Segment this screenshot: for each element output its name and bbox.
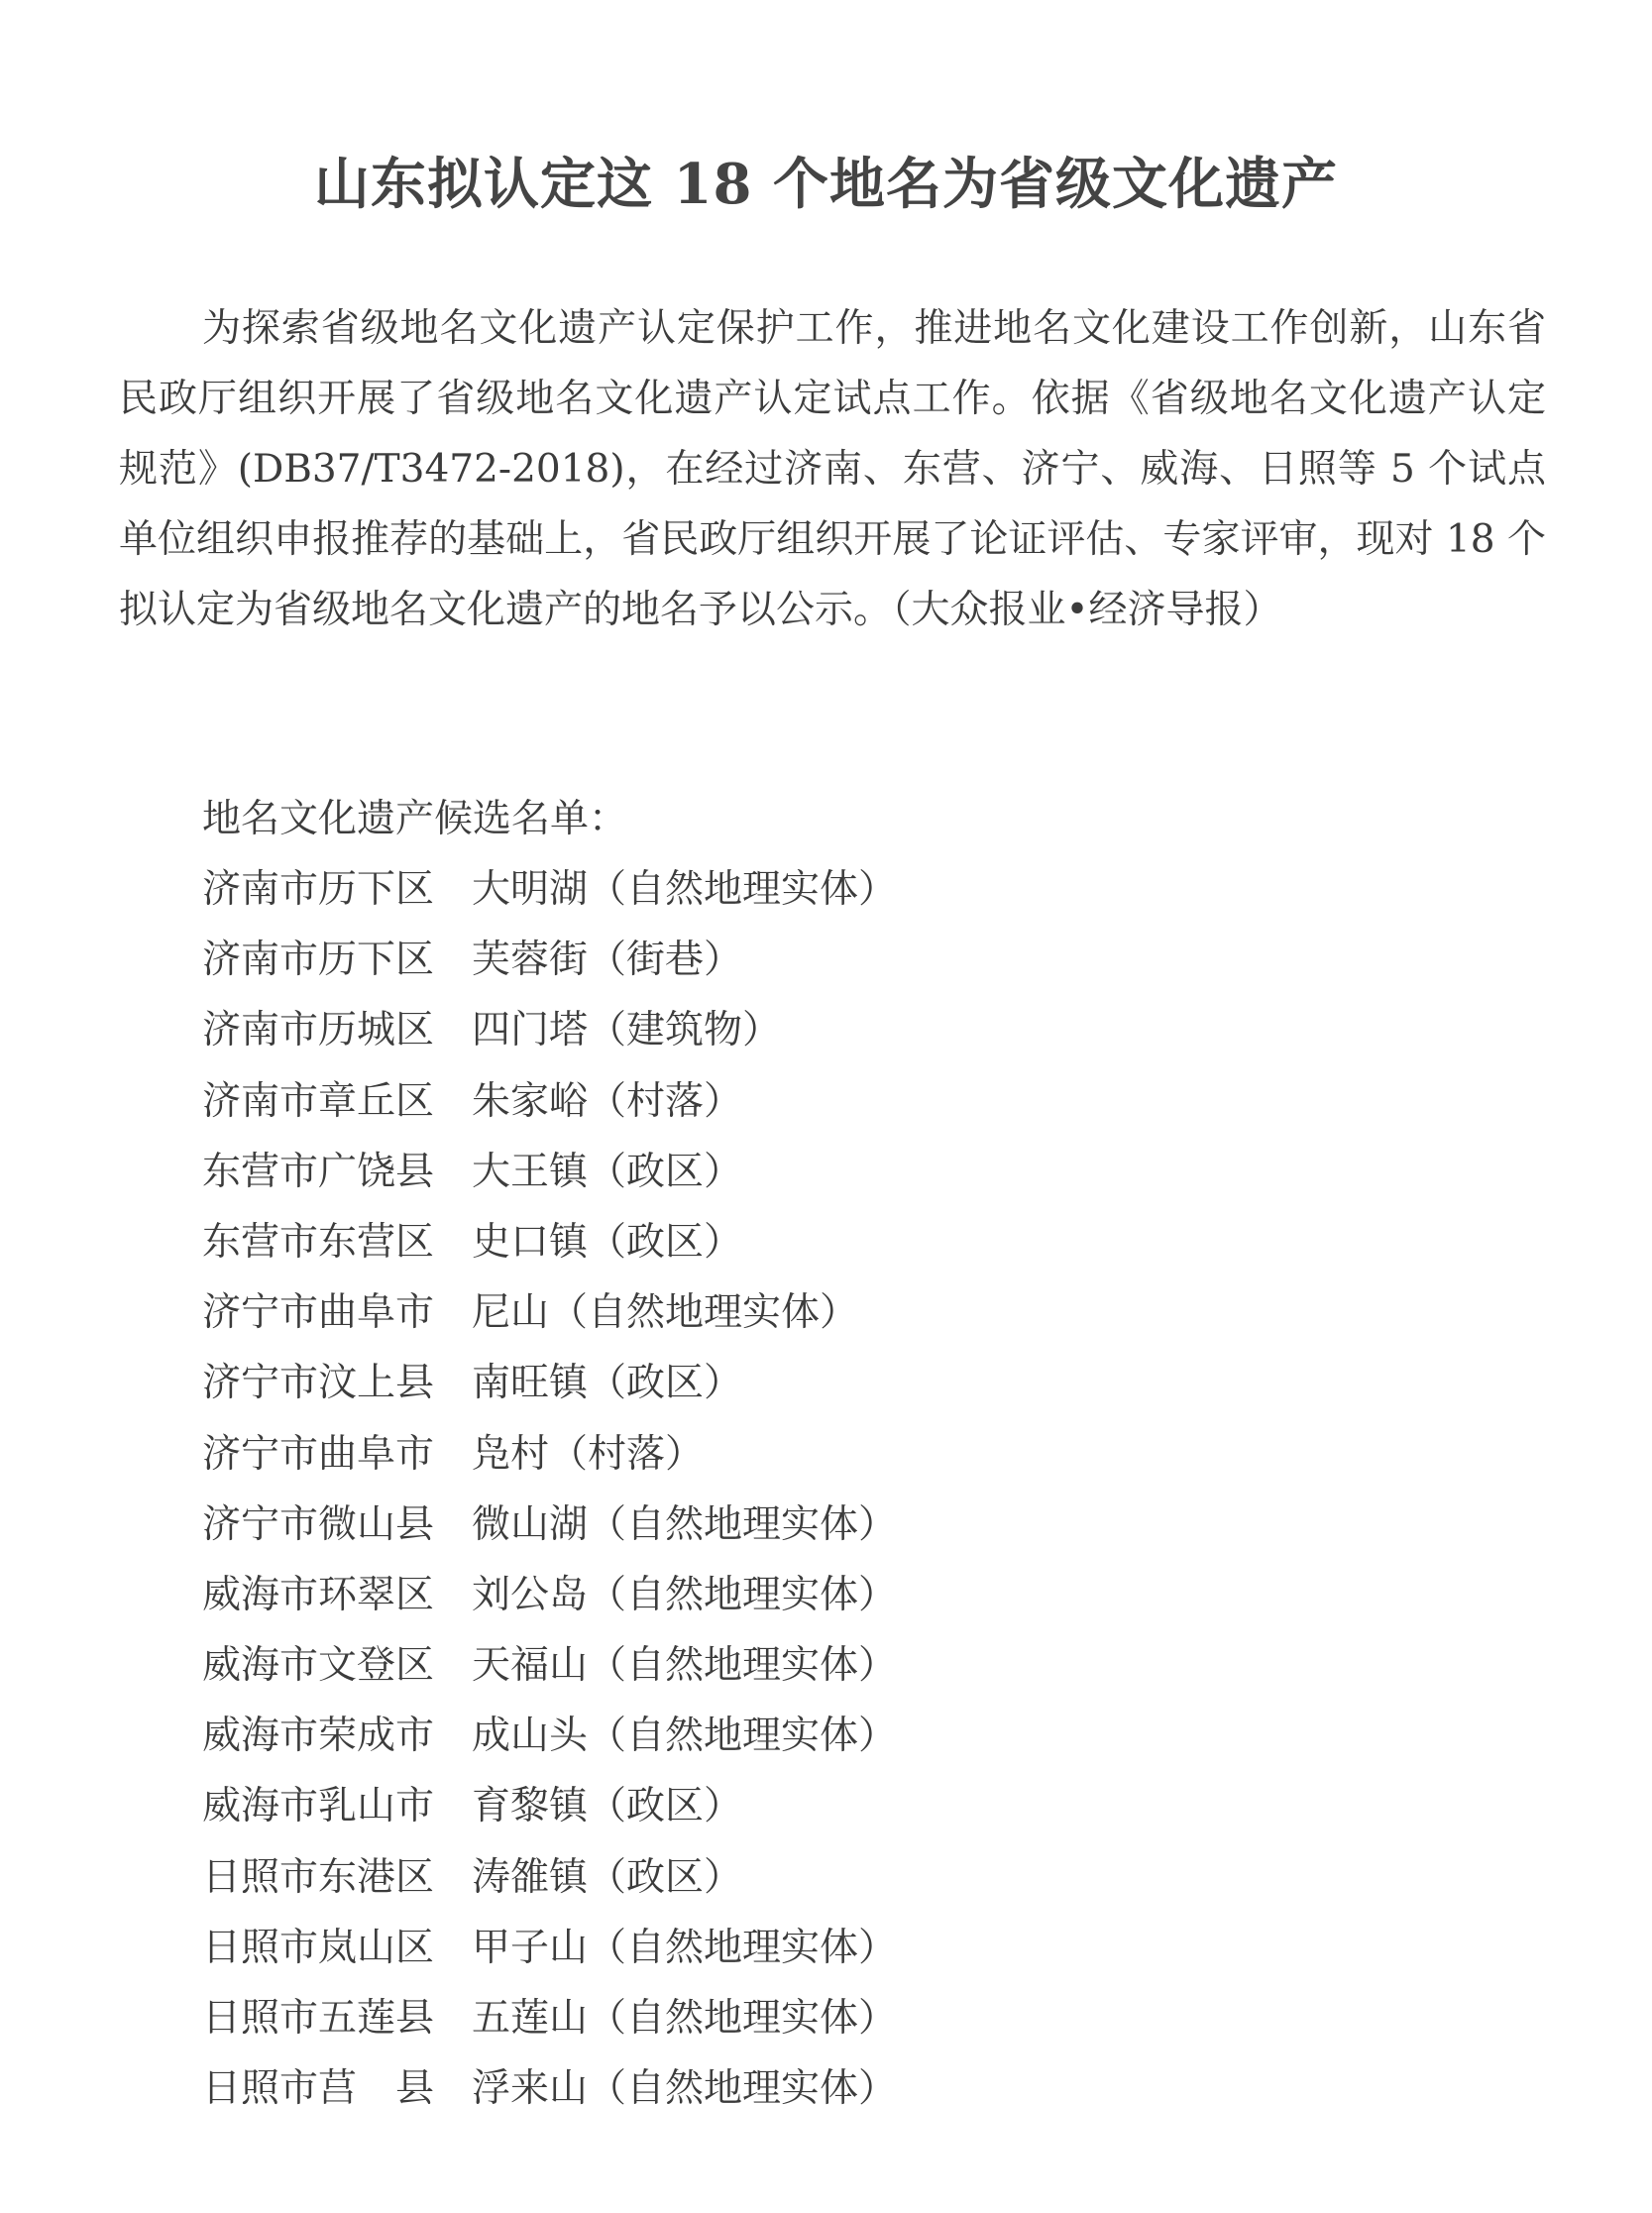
list-item <box>202 925 897 995</box>
candidate-location: 济南市历下区 <box>202 938 435 983</box>
list-item <box>202 1771 897 1841</box>
candidate-location: 威海市环翠区 <box>202 1572 435 1617</box>
list-item <box>202 854 897 925</box>
list-item <box>202 1630 897 1701</box>
candidate-entry: 甲子山（自然地理实体） <box>472 1925 898 1970</box>
list-item <box>202 2053 897 2124</box>
candidate-location: 日照市五莲县 <box>202 1996 435 2041</box>
article-title: 山东拟认定这 18 个地名为省级文化遗产 <box>314 151 1338 217</box>
candidate-entry: 大明湖（自然地理实体） <box>472 867 898 912</box>
candidate-location: 济南市历下区 <box>202 867 435 912</box>
candidate-location: 威海市荣成市 <box>202 1714 435 1759</box>
list-item <box>202 1419 897 1490</box>
candidate-entry: 大王镇（政区） <box>472 1149 743 1194</box>
candidate-entry: 微山湖（自然地理实体） <box>472 1501 898 1547</box>
candidate-location: 威海市文登区 <box>202 1643 435 1689</box>
list-item <box>202 1348 897 1418</box>
candidate-entry: 刘公岛（自然地理实体） <box>472 1572 898 1617</box>
candidate-entry: 朱家峪（村落） <box>472 1078 743 1124</box>
candidate-location: 日照市莒 县 <box>202 2066 435 2112</box>
candidate-entry: 浮来山（自然地理实体） <box>472 2066 898 2112</box>
candidate-entry: 育黎镇（政区） <box>472 1784 743 1829</box>
candidate-location: 日照市岚山区 <box>202 1925 435 1970</box>
list-item <box>202 1701 897 1771</box>
candidate-entry: 史口镇（政区） <box>472 1219 743 1265</box>
list-item <box>202 1842 897 1913</box>
list-item <box>202 1913 897 1983</box>
list-item <box>202 1560 897 1630</box>
list-item <box>202 995 897 1065</box>
list-item <box>202 1066 897 1137</box>
candidate-entry: 五莲山（自然地理实体） <box>472 1996 898 2041</box>
candidate-entry: 尼山（自然地理实体） <box>472 1290 859 1336</box>
candidate-location: 济宁市曲阜市 <box>202 1431 435 1477</box>
candidate-location: 威海市乳山市 <box>202 1784 435 1829</box>
candidate-entry: 凫村（村落） <box>472 1431 705 1477</box>
candidate-location: 济南市历城区 <box>202 1008 435 1053</box>
candidate-entry: 成山头（自然地理实体） <box>472 1714 898 1759</box>
list-item <box>202 1490 897 1560</box>
candidate-list-heading: 地名文化遗产候选名单： <box>202 797 628 841</box>
list-item <box>202 1137 897 1207</box>
candidate-location: 济宁市曲阜市 <box>202 1290 435 1336</box>
candidate-entry: 芙蓉街（街巷） <box>472 938 743 983</box>
candidate-location: 东营市广饶县 <box>202 1149 435 1194</box>
candidate-entry: 天福山（自然地理实体） <box>472 1643 898 1689</box>
candidate-location: 济宁市微山县 <box>202 1501 435 1547</box>
candidate-location: 济宁市汶上县 <box>202 1361 435 1406</box>
candidate-list <box>202 854 897 2124</box>
list-item <box>202 1207 897 1277</box>
list-item <box>202 1983 897 2053</box>
candidate-location: 东营市东营区 <box>202 1219 435 1265</box>
intro-paragraph: 为探索省级地名文化遗产认定保护工作，推进地名文化建设工作创新，山东省民政厅组织开展了省级地名文化遗产认定试点工作。依据《省级地名文化遗产认定规范》(DB37/T3472-2018)，在经过济南、东营、济宁、威海、日照等 5 个试点单位组织申报推荐的基础上，省民政厅组织开展了论证评估、专家评审，现对 18 个拟认定为省级地名文化遗产的地名予以公示。（大众报业•经济导报） <box>119 306 1546 632</box>
candidate-location: 日照市东港区 <box>202 1854 435 1900</box>
candidate-location: 济南市章丘区 <box>202 1078 435 1124</box>
list-item <box>202 1277 897 1348</box>
candidate-entry: 涛雒镇（政区） <box>472 1854 743 1900</box>
candidate-entry: 四门塔（建筑物） <box>472 1008 782 1053</box>
candidate-entry: 南旺镇（政区） <box>472 1361 743 1406</box>
